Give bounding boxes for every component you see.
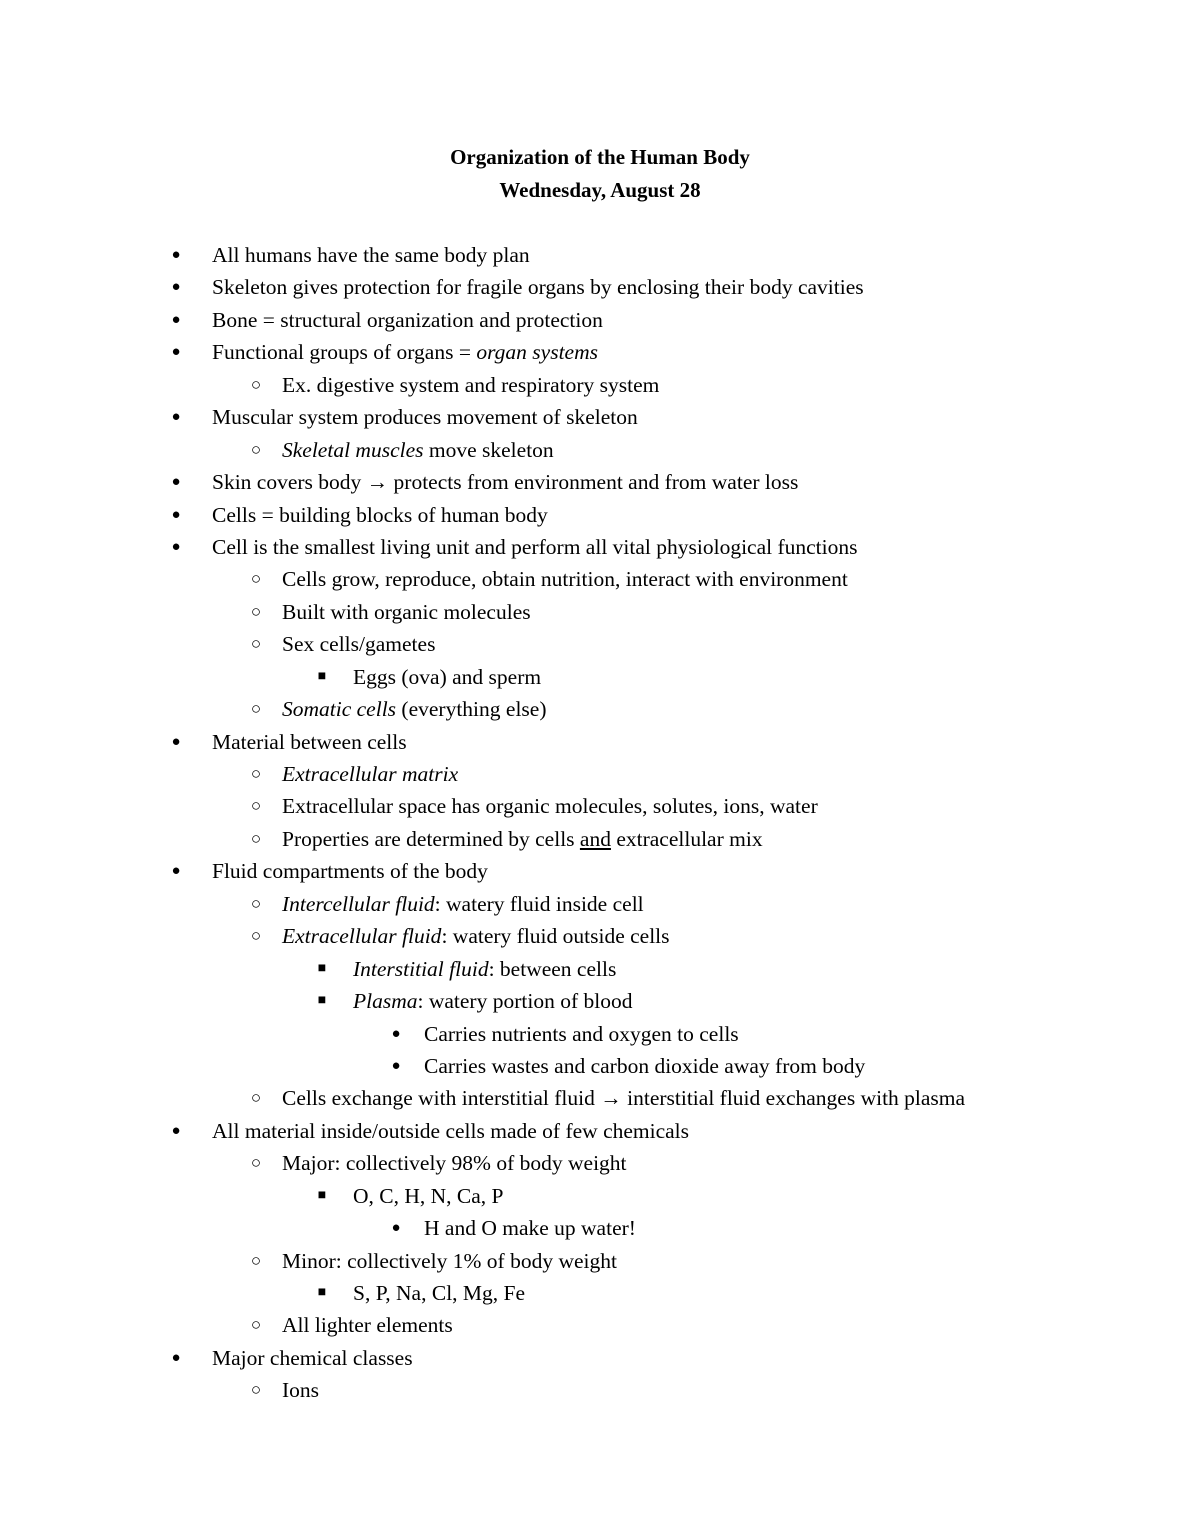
page-header bbox=[0, 141, 1200, 207]
bullet-dot-icon: ● bbox=[171, 863, 181, 880]
list-item: ● All humans have the same body plan bbox=[0, 239, 1200, 271]
bullet-dot-icon: ● bbox=[171, 311, 181, 328]
list-item: ● Major chemical classes bbox=[0, 1342, 1200, 1374]
italic-term: Plasma bbox=[353, 989, 418, 1014]
bullet-dot-icon: ● bbox=[171, 1349, 181, 1366]
bullet-dot-icon: ● bbox=[171, 506, 181, 523]
list-item: ● H and O make up water! bbox=[0, 1212, 1200, 1244]
list-item: ● Carries wastes and carbon dioxide away from body bbox=[0, 1050, 1200, 1082]
list-item: ● Material between cells bbox=[0, 726, 1200, 758]
bullet-dot-icon: ● bbox=[171, 409, 181, 426]
list-item: ● Functional groups of organs = organ systems bbox=[0, 336, 1200, 368]
bullet-dot-icon: ● bbox=[171, 733, 181, 750]
bullet-circle-icon: ○ bbox=[250, 699, 262, 719]
bullet-circle-icon: ○ bbox=[250, 1380, 262, 1400]
bullet-square-icon: ■ bbox=[317, 960, 327, 976]
list-item: ■ Interstitial fluid: between cells bbox=[0, 953, 1200, 985]
bullet-dot-icon: ● bbox=[391, 1025, 401, 1042]
italic-term: organ systems bbox=[476, 340, 598, 365]
list-item: ■ Eggs (ova) and sperm bbox=[0, 661, 1200, 693]
bullet-circle-icon: ○ bbox=[250, 374, 262, 394]
bullet-circle-icon: ○ bbox=[250, 828, 262, 848]
bullet-dot-icon: ● bbox=[171, 474, 181, 491]
italic-term: Interstitial fluid bbox=[353, 956, 489, 981]
bullet-dot-icon: ● bbox=[171, 538, 181, 555]
bullet-dot-icon: ● bbox=[171, 1122, 181, 1139]
bullet-dot-icon: ● bbox=[171, 344, 181, 361]
bullet-circle-icon: ○ bbox=[250, 569, 262, 589]
bullet-circle-icon: ○ bbox=[250, 1088, 262, 1108]
bullet-dot-icon: ● bbox=[171, 279, 181, 296]
list-item: ● Fluid compartments of the body bbox=[0, 855, 1200, 887]
list-item: ○ Minor: collectively 1% of body weight bbox=[0, 1245, 1200, 1277]
list-item: ● Skeleton gives protection for fragile organs by enclosing their body cavities bbox=[0, 271, 1200, 303]
bullet-circle-icon: ○ bbox=[250, 1315, 262, 1335]
italic-term: Skeletal muscles bbox=[282, 437, 424, 462]
list-item: ● Bone = structural organization and protection bbox=[0, 304, 1200, 336]
list-item: ○ Ex. digestive system and respiratory system bbox=[0, 369, 1200, 401]
page-date: Wednesday, August 28 bbox=[499, 178, 701, 202]
list-item: ○ All lighter elements bbox=[0, 1309, 1200, 1341]
list-item: ○ Intercellular fluid: watery fluid inside cell bbox=[0, 888, 1200, 920]
bullet-circle-icon: ○ bbox=[250, 439, 262, 459]
list-item: ○ Somatic cells (everything else) bbox=[0, 693, 1200, 725]
bullet-circle-icon: ○ bbox=[250, 926, 262, 946]
bullet-circle-icon: ○ bbox=[250, 1250, 262, 1270]
notes-list bbox=[0, 239, 1200, 1407]
list-item: ○ Built with organic molecules bbox=[0, 596, 1200, 628]
list-item: ● Muscular system produces movement of skeleton bbox=[0, 401, 1200, 433]
bullet-circle-icon: ○ bbox=[250, 634, 262, 654]
italic-term: Extracellular matrix bbox=[282, 762, 459, 786]
page-title: Organization of the Human Body bbox=[450, 145, 750, 169]
list-item: ● Cell is the smallest living unit and perform all vital physiological functions bbox=[0, 531, 1200, 563]
list-item: ○ Extracellular fluid: watery fluid outside cells bbox=[0, 920, 1200, 952]
bullet-circle-icon: ○ bbox=[250, 893, 262, 913]
list-item: ○ Properties are determined by cells and extracellular mix bbox=[0, 823, 1200, 855]
bullet-circle-icon: ○ bbox=[250, 601, 262, 621]
list-item: ■ O, C, H, N, Ca, P bbox=[0, 1180, 1200, 1212]
list-item: ■ Plasma: watery portion of blood bbox=[0, 985, 1200, 1017]
bullet-dot-icon: ● bbox=[391, 1057, 401, 1074]
list-item: ○ Skeletal muscles move skeleton bbox=[0, 434, 1200, 466]
list-item: ○ Sex cells/gametes bbox=[0, 628, 1200, 660]
list-item: ○ Major: collectively 98% of body weight bbox=[0, 1147, 1200, 1179]
list-item: ● Skin covers body → protects from environment and from water loss bbox=[0, 466, 1200, 498]
bullet-circle-icon: ○ bbox=[250, 1153, 262, 1173]
bullet-circle-icon: ○ bbox=[250, 764, 262, 783]
italic-term: Somatic cells bbox=[282, 697, 397, 722]
list-item: ● Cells = building blocks of human body bbox=[0, 499, 1200, 531]
list-item: ○ Extracellular space has organic molecules, solutes, ions, water bbox=[0, 790, 1200, 822]
bullet-dot-icon: ● bbox=[391, 1220, 401, 1237]
italic-term: Extracellular fluid bbox=[282, 924, 442, 949]
list-item: ● Carries nutrients and oxygen to cells bbox=[0, 1018, 1200, 1050]
list-item: ■ S, P, Na, Cl, Mg, Fe bbox=[0, 1277, 1200, 1309]
bullet-square-icon: ■ bbox=[317, 993, 327, 1009]
underlined-word: and bbox=[579, 826, 611, 851]
list-item: ● All material inside/outside cells made of few chemicals bbox=[0, 1115, 1200, 1147]
bullet-square-icon: ■ bbox=[317, 668, 327, 684]
list-item bbox=[0, 758, 1200, 790]
list-item: ○ Cells exchange with interstitial fluid → interstitial fluid exchanges with plasma bbox=[0, 1082, 1200, 1114]
bullet-dot-icon: ● bbox=[171, 247, 181, 263]
italic-term: Intercellular fluid bbox=[282, 891, 435, 916]
list-item: ○ Cells grow, reproduce, obtain nutrition, interact with environment bbox=[0, 563, 1200, 595]
bullet-square-icon: ■ bbox=[317, 1285, 327, 1300]
list-item: ○ Ions bbox=[0, 1374, 1200, 1406]
bullet-square-icon: ■ bbox=[317, 1187, 327, 1203]
bullet-circle-icon: ○ bbox=[250, 796, 262, 816]
